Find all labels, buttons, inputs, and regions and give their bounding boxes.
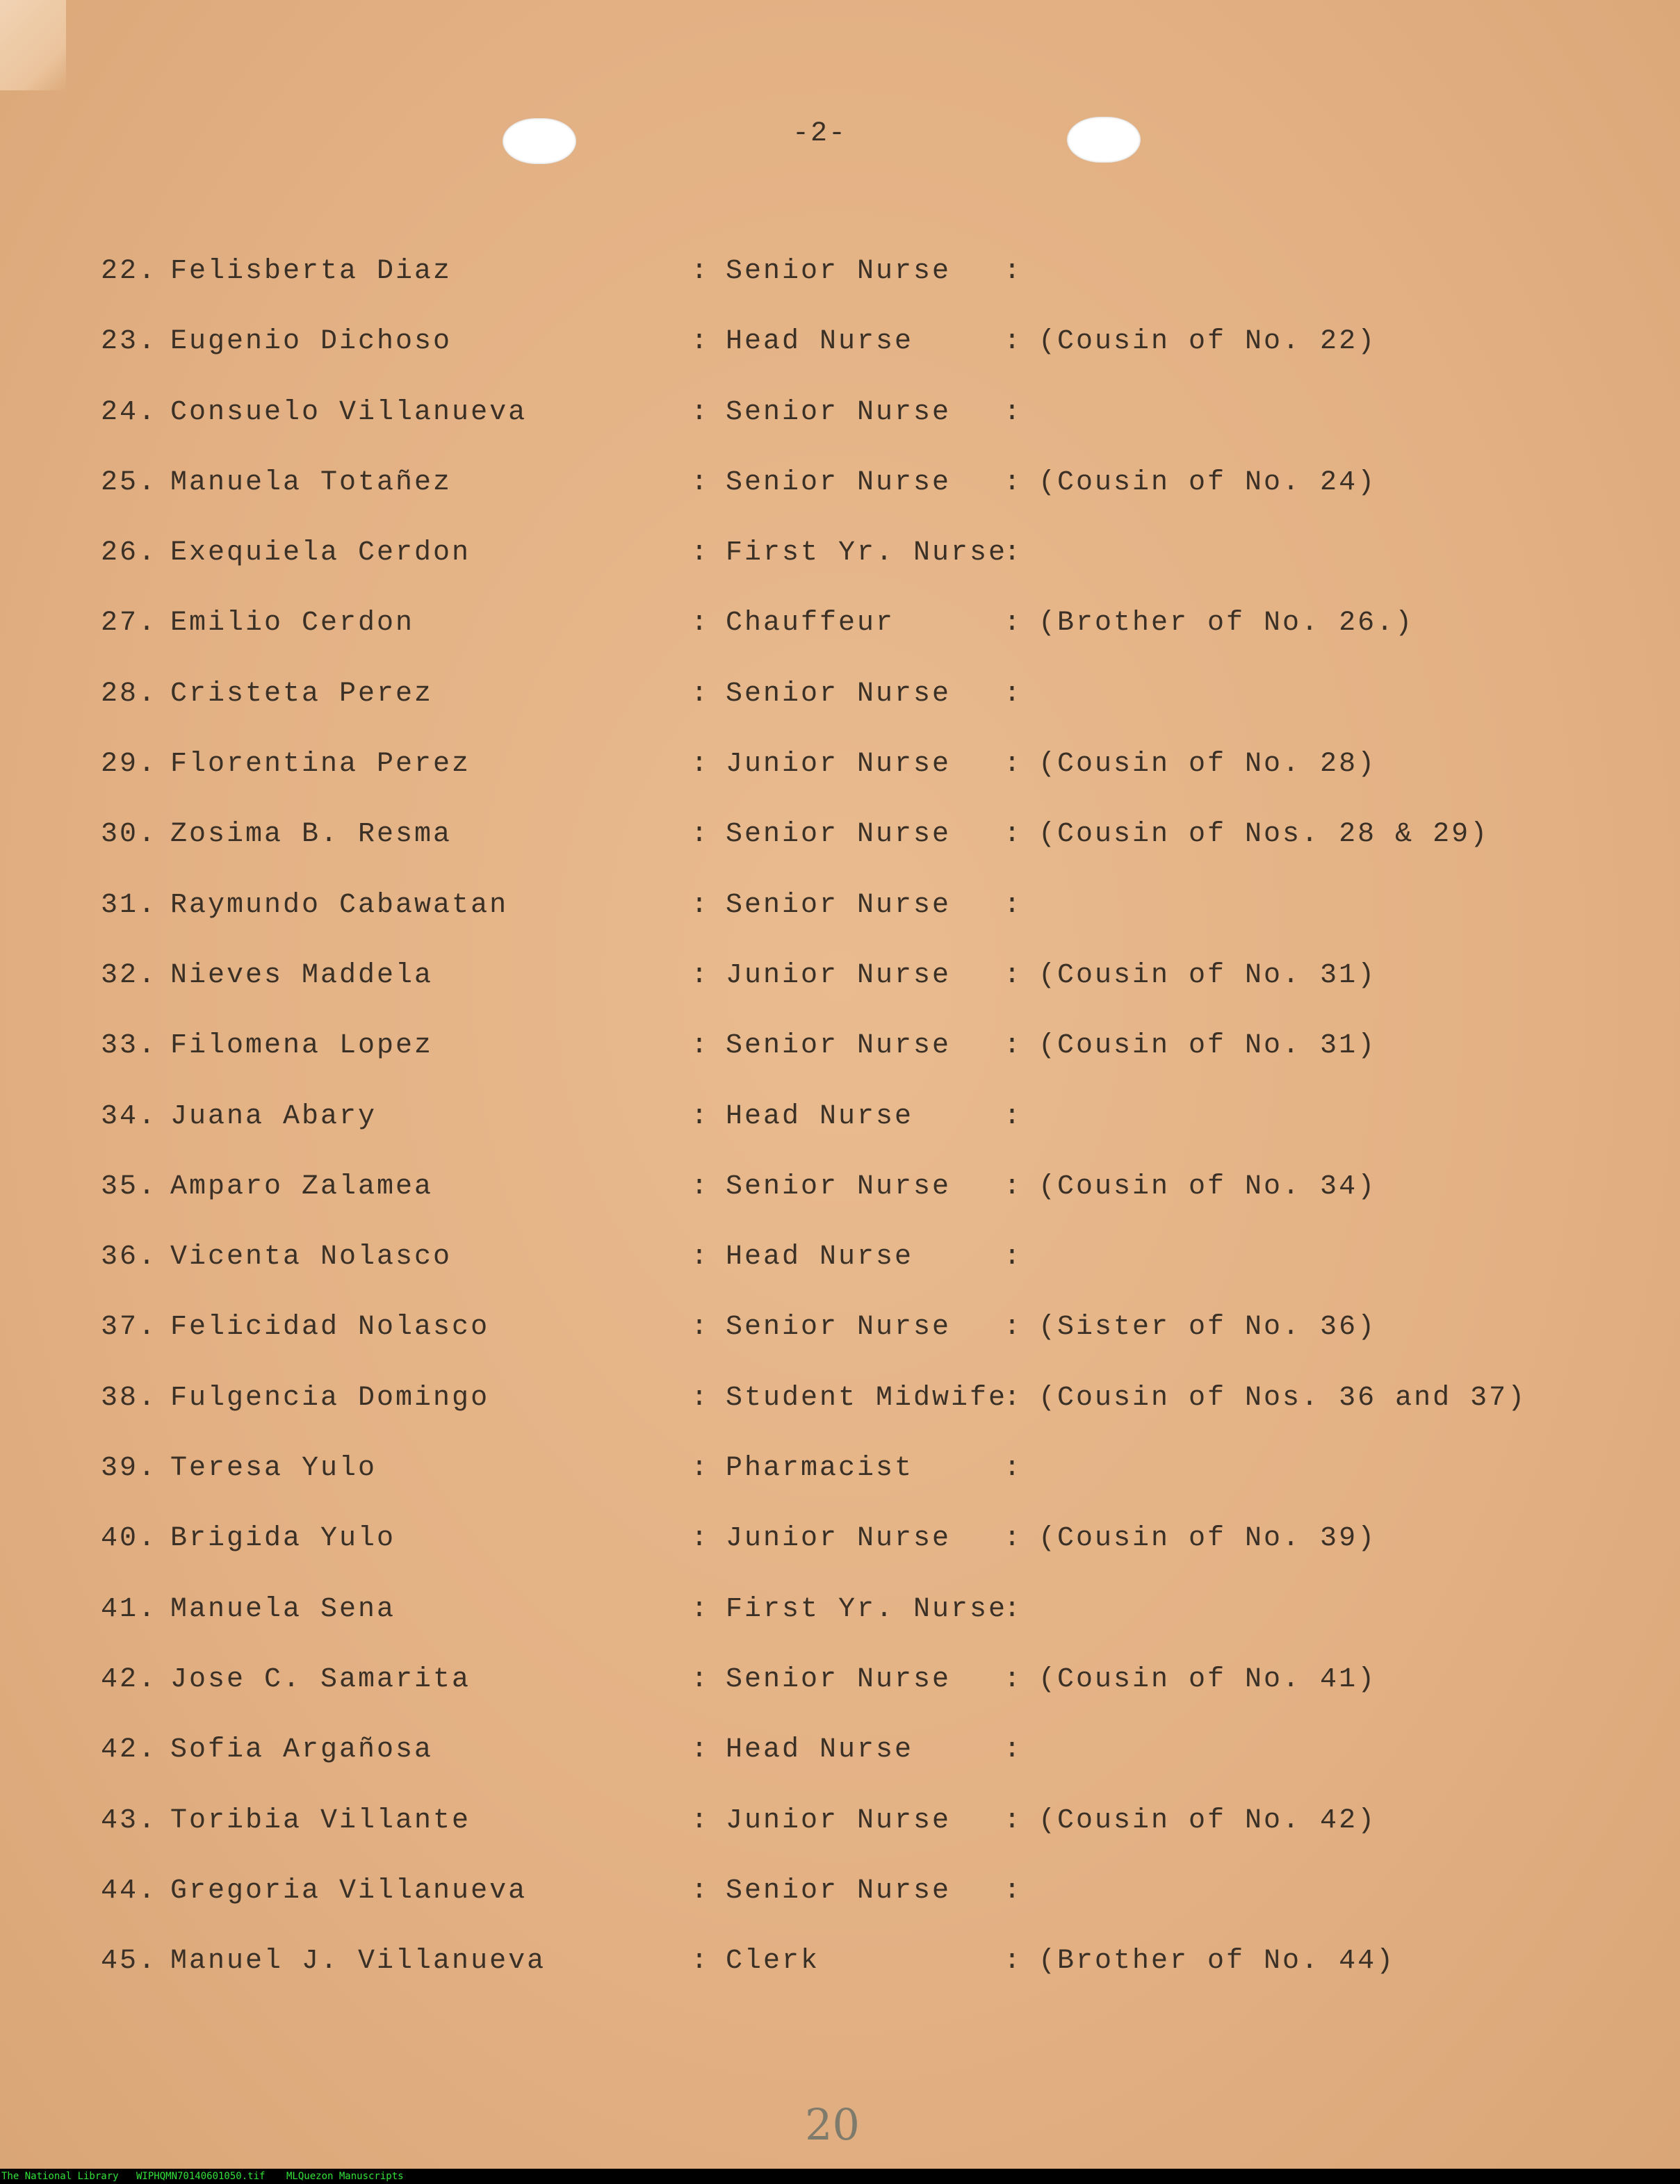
separator-colon: : xyxy=(691,1453,710,1485)
list-item xyxy=(0,1101,1680,1171)
list-item xyxy=(0,1171,1680,1241)
entry-name: Gregoria Villanueva xyxy=(170,1875,528,1907)
entry-role: Senior Nurse xyxy=(726,889,952,921)
entry-number: 45. xyxy=(101,1946,158,1978)
entry-role: Pharmacist xyxy=(726,1453,914,1485)
entry-note: (Cousin of Nos. 36 and 37) xyxy=(1038,1382,1527,1414)
entry-role: Junior Nurse xyxy=(726,959,952,991)
separator-colon: : xyxy=(1004,1804,1023,1836)
list-item xyxy=(0,256,1680,326)
entry-role: Head Nurse xyxy=(726,1100,914,1132)
entry-name: Sofia Argañosa xyxy=(170,1734,434,1766)
entry-role: Head Nurse xyxy=(726,1734,914,1766)
entry-name: Felisberta Diaz xyxy=(170,256,452,287)
separator-colon: : xyxy=(1004,889,1023,921)
entry-note: (Cousin of No. 22) xyxy=(1038,326,1377,358)
entry-number: 33. xyxy=(101,1030,158,1062)
separator-colon: : xyxy=(1004,749,1023,781)
entry-number: 25. xyxy=(101,466,158,498)
entry-note: (Cousin of No. 31) xyxy=(1038,1030,1377,1062)
punch-hole-left xyxy=(503,118,576,164)
list-item xyxy=(0,1453,1680,1523)
entry-name: Manuela Sena xyxy=(170,1593,396,1625)
entry-number: 41. xyxy=(101,1593,158,1625)
entry-name: Felicidad Nolasco xyxy=(170,1312,490,1344)
entry-number: 42. xyxy=(101,1663,158,1695)
footer-library: The National Library xyxy=(1,2171,119,2182)
separator-colon: : xyxy=(691,1382,710,1414)
list-item xyxy=(0,1312,1680,1382)
entry-name: Filomena Lopez xyxy=(170,1030,434,1062)
list-item xyxy=(0,678,1680,749)
entry-name: Amparo Zalamea xyxy=(170,1171,434,1203)
separator-colon: : xyxy=(691,256,710,287)
entry-number: 27. xyxy=(101,608,158,639)
separator-colon: : xyxy=(691,819,710,851)
entry-name: Manuel J. Villanueva xyxy=(170,1946,546,1978)
entry-number: 32. xyxy=(101,959,158,991)
list-item xyxy=(0,608,1680,678)
separator-colon: : xyxy=(691,1875,710,1907)
entry-role: Senior Nurse xyxy=(726,396,952,428)
entry-role: Student Midwife xyxy=(726,1382,1008,1414)
list-item xyxy=(0,537,1680,608)
entry-role: Senior Nurse xyxy=(726,1171,952,1203)
page-number: -2- xyxy=(792,118,847,149)
separator-colon: : xyxy=(691,326,710,358)
separator-colon: : xyxy=(1004,326,1023,358)
entry-note: (Cousin of No. 31) xyxy=(1038,959,1377,991)
separator-colon: : xyxy=(1004,1593,1023,1625)
entry-note: (Cousin of No. 24) xyxy=(1038,466,1377,498)
list-item xyxy=(0,1734,1680,1804)
separator-colon: : xyxy=(1004,1875,1023,1907)
entry-role: Senior Nurse xyxy=(726,678,952,710)
separator-colon: : xyxy=(691,1734,710,1766)
entry-number: 42. xyxy=(101,1734,158,1766)
handwritten-page-number: 20 xyxy=(805,2099,860,2150)
list-item xyxy=(0,960,1680,1030)
entry-role: First Yr. Nurse xyxy=(726,537,1008,569)
entry-name: Manuela Totañez xyxy=(170,466,452,498)
entry-note: (Brother of No. 44) xyxy=(1038,1946,1396,1978)
entry-name: Exequiela Cerdon xyxy=(170,537,471,569)
entry-name: Florentina Perez xyxy=(170,749,471,781)
entry-role: Head Nurse xyxy=(726,326,914,358)
entry-role: Senior Nurse xyxy=(726,1312,952,1344)
entry-name: Raymundo Cabawatan xyxy=(170,889,509,921)
list-item xyxy=(0,326,1680,396)
corner-tear xyxy=(0,0,66,90)
separator-colon: : xyxy=(691,1593,710,1625)
entry-role: Senior Nurse xyxy=(726,256,952,287)
separator-colon: : xyxy=(1004,608,1023,639)
separator-colon: : xyxy=(1004,678,1023,710)
entry-number: 22. xyxy=(101,256,158,287)
separator-colon: : xyxy=(691,959,710,991)
entry-number: 43. xyxy=(101,1804,158,1836)
entry-role: First Yr. Nurse xyxy=(726,1593,1008,1625)
entry-name: Teresa Yulo xyxy=(170,1453,377,1485)
separator-colon: : xyxy=(1004,1453,1023,1485)
list-item xyxy=(0,467,1680,537)
entry-name: Fulgencia Domingo xyxy=(170,1382,490,1414)
entry-number: 28. xyxy=(101,678,158,710)
separator-colon: : xyxy=(1004,1241,1023,1273)
punch-hole-right xyxy=(1067,117,1141,163)
separator-colon: : xyxy=(1004,256,1023,287)
separator-colon: : xyxy=(1004,1100,1023,1132)
footer-collection: MLQuezon Manuscripts xyxy=(286,2171,404,2182)
entry-number: 39. xyxy=(101,1453,158,1485)
list-item xyxy=(0,890,1680,960)
entry-number: 35. xyxy=(101,1171,158,1203)
entry-role: Junior Nurse xyxy=(726,1804,952,1836)
separator-colon: : xyxy=(1004,537,1023,569)
separator-colon: : xyxy=(1004,1946,1023,1978)
separator-colon: : xyxy=(1004,1734,1023,1766)
separator-colon: : xyxy=(1004,1030,1023,1062)
entry-role: Senior Nurse xyxy=(726,1875,952,1907)
list-item xyxy=(0,1241,1680,1312)
entry-role: Clerk xyxy=(726,1946,820,1978)
separator-colon: : xyxy=(1004,959,1023,991)
entry-note: (Cousin of No. 28) xyxy=(1038,749,1377,781)
list-item xyxy=(0,1383,1680,1453)
entry-role: Senior Nurse xyxy=(726,1030,952,1062)
separator-colon: : xyxy=(691,1171,710,1203)
entry-role: Junior Nurse xyxy=(726,749,952,781)
footer-file: WIPHQMN70140601050.tif xyxy=(136,2171,266,2182)
separator-colon: : xyxy=(691,608,710,639)
entry-number: 36. xyxy=(101,1241,158,1273)
entry-role: Senior Nurse xyxy=(726,466,952,498)
entry-name: Consuelo Villanueva xyxy=(170,396,528,428)
separator-colon: : xyxy=(691,1663,710,1695)
entry-name: Nieves Maddela xyxy=(170,959,434,991)
entry-role: Head Nurse xyxy=(726,1241,914,1273)
entry-name: Jose C. Samarita xyxy=(170,1663,471,1695)
entry-note: (Cousin of No. 39) xyxy=(1038,1523,1377,1555)
entry-name: Juana Abary xyxy=(170,1100,377,1132)
separator-colon: : xyxy=(691,1804,710,1836)
separator-colon: : xyxy=(691,1241,710,1273)
separator-colon: : xyxy=(1004,1171,1023,1203)
separator-colon: : xyxy=(691,749,710,781)
entry-number: 40. xyxy=(101,1523,158,1555)
list-item xyxy=(0,1664,1680,1734)
separator-colon: : xyxy=(1004,466,1023,498)
list-item xyxy=(0,397,1680,467)
separator-colon: : xyxy=(1004,1663,1023,1695)
entry-number: 26. xyxy=(101,537,158,569)
list-item xyxy=(0,1030,1680,1100)
separator-colon: : xyxy=(691,1946,710,1978)
list-item xyxy=(0,1805,1680,1875)
entry-number: 37. xyxy=(101,1312,158,1344)
entry-name: Vicenta Nolasco xyxy=(170,1241,452,1273)
separator-colon: : xyxy=(691,466,710,498)
entry-name: Zosima B. Resma xyxy=(170,819,452,851)
scan-footer xyxy=(0,2169,1680,2184)
separator-colon: : xyxy=(691,537,710,569)
entry-role: Senior Nurse xyxy=(726,1663,952,1695)
entry-number: 29. xyxy=(101,749,158,781)
separator-colon: : xyxy=(1004,819,1023,851)
separator-colon: : xyxy=(1004,1523,1023,1555)
list-item xyxy=(0,819,1680,889)
separator-colon: : xyxy=(691,678,710,710)
separator-colon: : xyxy=(1004,1382,1023,1414)
list-item xyxy=(0,1946,1680,2016)
entry-name: Cristeta Perez xyxy=(170,678,434,710)
separator-colon: : xyxy=(691,889,710,921)
entry-name: Emilio Cerdon xyxy=(170,608,415,639)
separator-colon: : xyxy=(691,1100,710,1132)
staff-list xyxy=(0,256,1680,2016)
list-item xyxy=(0,1594,1680,1664)
entry-name: Eugenio Dichoso xyxy=(170,326,452,358)
entry-note: (Brother of No. 26.) xyxy=(1038,608,1414,639)
entry-name: Brigida Yulo xyxy=(170,1523,396,1555)
entry-note: (Cousin of No. 42) xyxy=(1038,1804,1377,1836)
entry-role: Senior Nurse xyxy=(726,819,952,851)
entry-number: 30. xyxy=(101,819,158,851)
entry-note: (Sister of No. 36) xyxy=(1038,1312,1377,1344)
list-item xyxy=(0,749,1680,819)
entry-number: 23. xyxy=(101,326,158,358)
separator-colon: : xyxy=(691,396,710,428)
separator-colon: : xyxy=(1004,396,1023,428)
list-item xyxy=(0,1523,1680,1593)
entry-number: 31. xyxy=(101,889,158,921)
entry-note: (Cousin of No. 34) xyxy=(1038,1171,1377,1203)
separator-colon: : xyxy=(691,1523,710,1555)
entry-role: Chauffeur xyxy=(726,608,895,639)
entry-name: Toribia Villante xyxy=(170,1804,471,1836)
entry-number: 44. xyxy=(101,1875,158,1907)
entry-number: 24. xyxy=(101,396,158,428)
separator-colon: : xyxy=(691,1312,710,1344)
entry-number: 34. xyxy=(101,1100,158,1132)
entry-note: (Cousin of Nos. 28 & 29) xyxy=(1038,819,1490,851)
separator-colon: : xyxy=(691,1030,710,1062)
entry-role: Junior Nurse xyxy=(726,1523,952,1555)
entry-number: 38. xyxy=(101,1382,158,1414)
separator-colon: : xyxy=(1004,1312,1023,1344)
list-item xyxy=(0,1875,1680,1946)
entry-note: (Cousin of No. 41) xyxy=(1038,1663,1377,1695)
